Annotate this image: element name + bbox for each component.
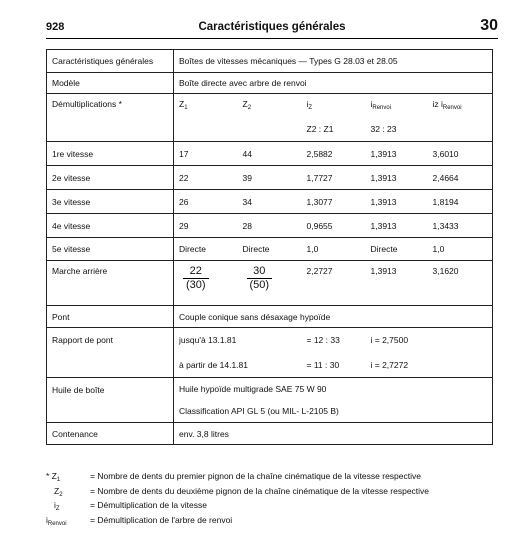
table-row: 3e vitesse 26 34 1,3077 1,3913 1,8194 [47,190,493,214]
footnote: $Z_2$ = Nombre de dents du deuxième pignon de la chaîne cinématique de la vitesse respective [54,485,430,498]
table-row: 1re vitesse 17 44 2,5882 1,3913 3,6010 [47,142,493,166]
table-row-oil: Huile de boîte Huile hypoïde multigrade SAE 75 W 90 Classification API GL 5 (ou MIL- L-2105 B) [47,378,493,423]
table-row: Pont Couple conique sans désaxage hypoïde [47,306,493,328]
table-row-axle-ratio-2: à partir de 14.1.81 = 11 : 30 i = 2,7272 [47,353,493,378]
reverse-z2-fraction: $\frac{30}{(50)}$ [238,261,302,306]
footnote: * $Z_1$ = Nombre de dents du premier pignon de la chaîne cinématique de la vitesse respective [46,471,421,483]
table-row-ratios-header [47,94,493,142]
col-irenvoi: $i_{Renvoi}$ 32 : 23 [366,94,428,142]
row-label: Caractéristiques générales [47,50,174,73]
table-row [47,73,493,94]
row-label: Démultiplications * [47,94,174,142]
reverse-z1-fraction: $\frac{22}{(30)}$ [174,261,238,306]
table-row: 5e vitesse Directe Directe 1,0 Directe 1,0 [47,238,493,261]
table-row-reverse: Marche arrière $\frac{22}{(30)}$ $\frac{30}{(50)}$ 2,2727 1,3913 3,1620 [47,261,493,306]
row-value: Boîtes de vitesses mécaniques — Types G 28.03 et 28.05 [174,50,493,73]
row-value: Boîte directe avec arbre de renvoi [174,73,493,94]
page-title: Caractéristiques générales [198,21,346,33]
table-row-axle-ratio: Rapport de pont jusqu'à 13.1.81 = 12 : 33 i = 2,7500 [47,328,493,353]
footnote: $i_{Renvoi}$ = Démultiplication de l'arbre de renvoi [46,514,233,527]
specs-table [46,49,493,445]
col-z1: $Z_1$ [174,94,238,142]
col-iz: $i_Z$ Z2 : Z1 [302,94,366,142]
page-number-left: 928 [46,21,65,33]
row-label: Modèle [47,73,174,94]
page-header [46,18,498,39]
col-z2: $Z_2$ [238,94,302,142]
table-row [47,50,493,73]
col-itotal: iz $i_{Renvoi}$ [428,94,493,142]
table-row: Contenance env. 3,8 litres [47,423,493,445]
footnotes [46,471,429,529]
table-row: 4e vitesse 29 28 0,9655 1,3913 1,3433 [47,214,493,238]
footnote: $i_Z$ = Démultiplication de la vitesse [54,500,207,512]
page-number-right: 30 [480,17,498,34]
table-row: 2e vitesse 22 39 1,7727 1,3913 2,4664 [47,166,493,190]
